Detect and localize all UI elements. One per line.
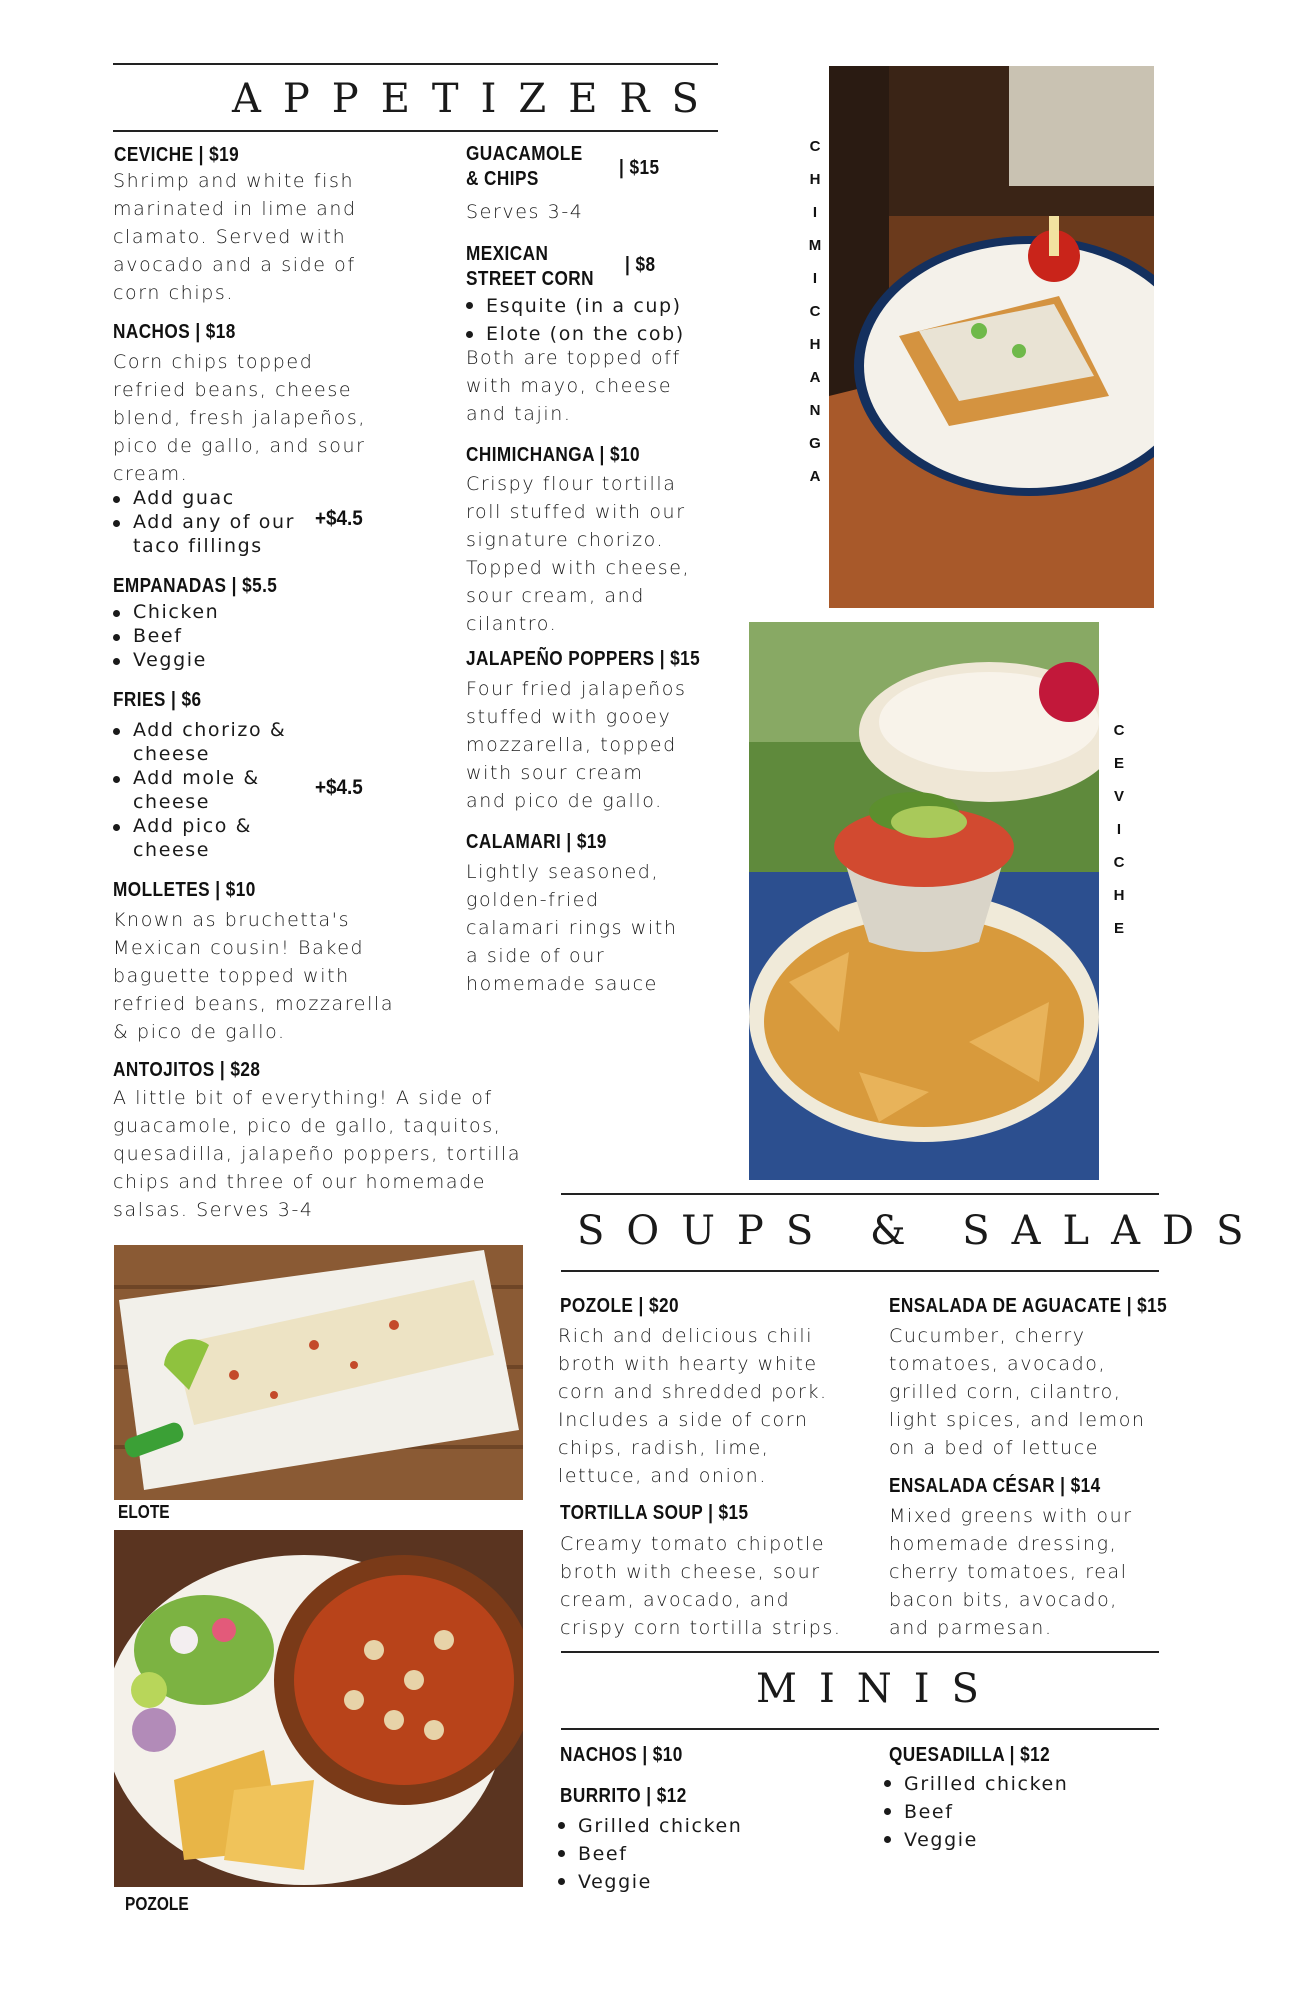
pozole-description: Rich and delicious chili broth with hearty white corn and shredded pork. Includes a side of corn chips, radish, lime, lettuce, and onion.: [558, 1325, 828, 1487]
minis-quesadilla-options: [884, 1770, 1068, 1854]
minis-top-rule: [561, 1651, 1159, 1653]
list-item: Veggie: [113, 648, 219, 672]
minis-heading: MINIS: [756, 1666, 1001, 1712]
fries-addon-price: +$4.5: [315, 776, 363, 799]
guacamole-description: Serves 3-4: [466, 201, 584, 223]
jalapeno-poppers-description: Four fried jalapeños stuffed with gooey mozzarella, topped with sour cream and pico de gallo.: [466, 678, 687, 812]
guacamole-title: GUACAMOLE & CHIPS: [466, 143, 583, 190]
pozole-photo: [114, 1530, 523, 1887]
ensalada-cesar-description: Mixed greens with our homemade dressing, cherry tomatoes, real bacon bits, avocado, and parmesan.: [889, 1505, 1133, 1639]
soups-top-rule: [561, 1193, 1159, 1195]
empanadas-options: [113, 600, 219, 672]
calamari-description: Lightly seasoned, golden-fried calamari rings with a side of our homemade sauce: [466, 861, 678, 995]
elote-caption: ELOTE: [118, 1502, 170, 1522]
fries-options: [113, 718, 286, 862]
list-item: Add chorizo & cheese: [113, 718, 286, 766]
appetizers-bottom-rule: [113, 130, 718, 132]
tortilla-soup-title: TORTILLA SOUP | $15: [560, 1502, 749, 1524]
minis-quesadilla-title: QUESADILLA | $12: [889, 1744, 1051, 1766]
ensalada-aguacate-title: ENSALADA DE AGUACATE | $15: [889, 1295, 1168, 1317]
street-corn-options: [466, 292, 685, 347]
list-item: Add pico & cheese: [113, 814, 286, 862]
tortilla-soup-description: Creamy tomato chipotle broth with cheese, sour cream, avocado, and crispy corn tortilla strips.: [560, 1533, 842, 1639]
street-corn-description: Both are topped off with mayo, cheese and tajin.: [466, 347, 681, 425]
nachos-options: [113, 486, 295, 558]
minis-bottom-rule: [561, 1728, 1159, 1730]
nachos-addon-price: +$4.5: [315, 507, 363, 530]
chimichanga-description: Crispy flour tortilla roll stuffed with our signature chorizo. Topped with cheese, sour cream, and cilantro.: [466, 473, 691, 635]
pozole-title: POZOLE | $20: [560, 1295, 679, 1317]
calamari-title: CALAMARI | $19: [466, 831, 607, 853]
list-item: Veggie: [884, 1826, 1068, 1854]
list-item: Add guac: [113, 486, 295, 510]
ensalada-cesar-title: ENSALADA CÉSAR | $14: [889, 1475, 1101, 1497]
chimichanga-title: CHIMICHANGA | $10: [466, 444, 640, 466]
list-item: Beef: [113, 624, 219, 648]
guacamole-price: | $15: [619, 157, 660, 179]
list-item: Grilled chicken: [558, 1812, 742, 1840]
list-item: Add any of our taco fillings: [113, 510, 295, 558]
soups-bottom-rule: [561, 1270, 1159, 1272]
antojitos-title: ANTOJITOS | $28: [113, 1059, 261, 1081]
chimichanga-photo-label: C H I M I C H A N G A: [808, 138, 822, 485]
list-item: Beef: [558, 1840, 742, 1868]
pozole-caption: POZOLE: [125, 1894, 189, 1914]
ceviche-description: Shrimp and white fish marinated in lime and clamato. Served with avocado and a side of corn chips.: [113, 170, 357, 304]
chimichanga-photo: [829, 66, 1154, 608]
list-item: Esquite (in a cup): [466, 292, 685, 321]
list-item: Chicken: [113, 600, 219, 624]
empanadas-title: EMPANADAS | $5.5: [113, 575, 278, 597]
list-item: Beef: [884, 1798, 1068, 1826]
street-corn-price: | $8: [625, 254, 656, 276]
ceviche-photo: [749, 622, 1099, 1180]
fries-title: FRIES | $6: [113, 689, 202, 711]
elote-photo: [114, 1245, 523, 1500]
minis-burrito-title: BURRITO | $12: [560, 1785, 687, 1807]
list-item: Add mole & cheese: [113, 766, 286, 814]
street-corn-title: MEXICAN STREET CORN: [466, 243, 595, 290]
minis-burrito-options: [558, 1812, 742, 1896]
appetizers-top-rule: [113, 63, 718, 65]
ensalada-aguacate-description: Cucumber, cherry tomatoes, avocado, grilled corn, cilantro, light spices, and lemon on a bed of lettuce: [889, 1325, 1146, 1459]
list-item: Elote (on the cob): [466, 321, 685, 347]
nachos-title: NACHOS | $18: [113, 321, 236, 343]
antojitos-description: A little bit of everything! A side of guacamole, pico de gallo, taquitos, quesadilla, jalapeño poppers, tortilla chips and three of our homemade salsas. Serves 3-4: [113, 1087, 522, 1221]
list-item: Veggie: [558, 1868, 742, 1896]
minis-nachos-title: NACHOS | $10: [560, 1744, 683, 1766]
appetizers-heading: APPETIZERS: [232, 76, 721, 122]
jalapeno-poppers-title: JALAPEÑO POPPERS | $15: [466, 648, 701, 670]
molletes-title: MOLLETES | $10: [113, 879, 256, 901]
ceviche-photo-label: C E V I C H E: [1113, 722, 1125, 937]
ceviche-title: CEVICHE | $19: [114, 144, 240, 166]
list-item: Grilled chicken: [884, 1770, 1068, 1798]
molletes-description: Known as bruchetta's Mexican cousin! Baked baguette topped with refried beans, mozzarella & pico de gallo.: [113, 909, 395, 1043]
nachos-description: Corn chips topped refried beans, cheese blend, fresh jalapeños, pico de gallo, and sour cream.: [113, 351, 366, 485]
soups-heading: SOUPS & SALADS: [577, 1208, 1266, 1254]
